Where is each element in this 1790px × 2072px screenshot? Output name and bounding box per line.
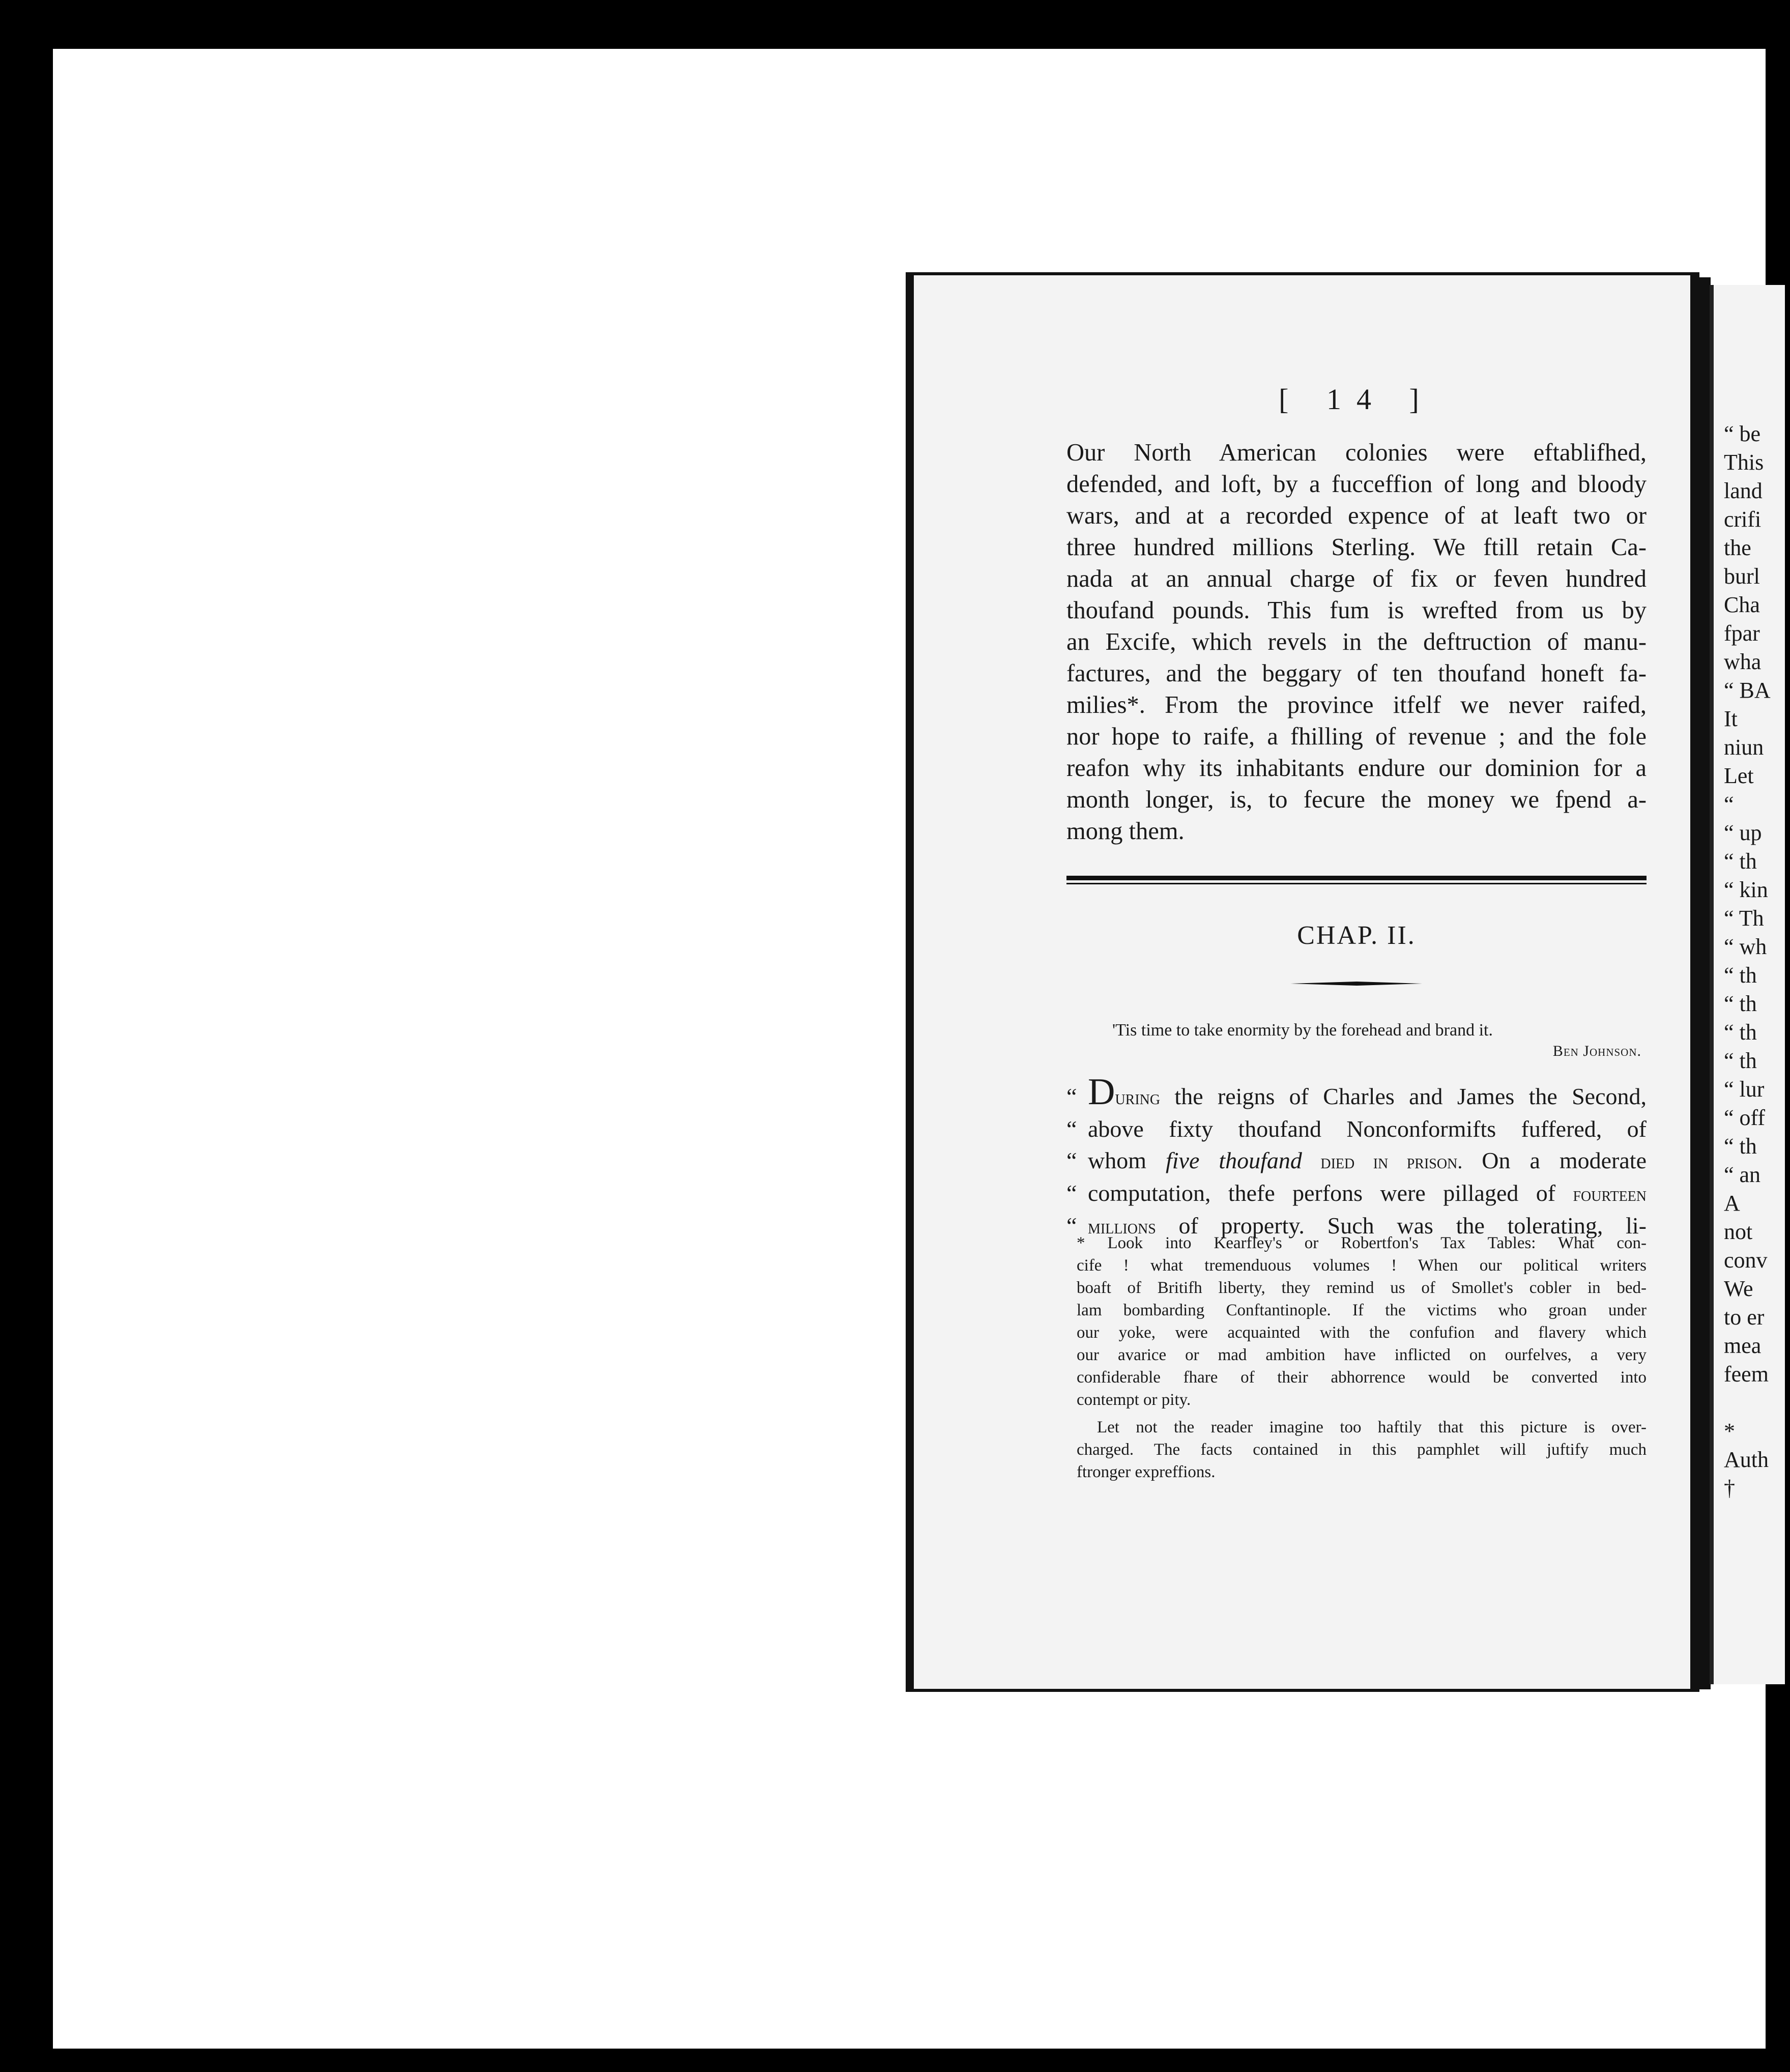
text-run: of property. Such was the tolerating, li-	[1156, 1213, 1647, 1239]
right-page-fragment: wha	[1724, 649, 1762, 674]
quote-line	[1066, 1145, 1647, 1177]
quote-line-text	[1088, 1071, 1647, 1113]
right-page-fragment: burl	[1724, 564, 1760, 589]
right-page-fragment	[1724, 1389, 1790, 1417]
right-page-fragment: niun	[1724, 735, 1764, 760]
footnotes	[1077, 1232, 1647, 1483]
footnote-line: ftronger expreffions.	[1077, 1463, 1216, 1481]
epigraph: 'Tis time to take enormity by the forehead and brand it.	[1112, 1021, 1493, 1040]
small-caps-text: died in prison.	[1302, 1150, 1463, 1173]
right-page-fragment: This	[1724, 450, 1764, 475]
text-line: three hundred millions Sterling. We ftill retain Ca-	[1066, 534, 1647, 561]
text-line: wars, and at a recorded expence of at leaft two or	[1066, 502, 1647, 529]
epigraph-author: Ben Johnson.	[1552, 1043, 1641, 1059]
right-page-fragment: “	[1724, 792, 1734, 817]
quote-line	[1066, 1177, 1647, 1210]
text-line: thoufand pounds. This fum is wrefted from us by	[1066, 597, 1647, 624]
quote-line-text	[1088, 1145, 1647, 1177]
right-page-fragment: “ up	[1724, 820, 1762, 845]
right-page-fragment: “ off	[1724, 1105, 1766, 1130]
right-page-fragment: crifi	[1724, 507, 1762, 532]
quote-line-text	[1088, 1177, 1647, 1210]
right-page-fragment: Auth	[1724, 1447, 1769, 1472]
right-page-fragment: “ lur	[1724, 1077, 1765, 1102]
italic-text: five thoufand	[1165, 1147, 1302, 1173]
ornament-divider	[1290, 982, 1423, 986]
book-gutter	[1693, 277, 1711, 1689]
text-line: nor hope to raife, a fhilling of revenue ; and the fole	[1066, 723, 1647, 750]
footnote-line: charged. The facts contained in this pamphlet will juftify much	[1077, 1441, 1647, 1459]
right-page-fragment: to er	[1724, 1305, 1765, 1330]
text-run: On a moderate	[1462, 1147, 1647, 1173]
quote-mark: “	[1066, 1213, 1077, 1239]
section-rule-thin	[1066, 883, 1647, 884]
right-page-fragment: “ th	[1724, 849, 1757, 874]
text-run: computation, thefe perfons were pillaged of	[1088, 1180, 1573, 1206]
quote-mark: “	[1066, 1180, 1077, 1206]
right-page-fragment: land	[1724, 478, 1763, 503]
quote-line	[1066, 1113, 1647, 1145]
footnote-line: our yoke, were acquainted with the confufion and flavery which	[1077, 1323, 1647, 1342]
right-page-fragment: “ BA	[1724, 678, 1771, 703]
quote-mark: “	[1066, 1116, 1077, 1142]
text-line: an Excife, which revels in the deftruction of manu-	[1066, 628, 1647, 655]
right-page-fragment: “ kin	[1724, 877, 1768, 902]
right-page-fragment: “ th	[1724, 1020, 1757, 1045]
text-line: nada at an annual charge of fix or feven hundred	[1066, 565, 1647, 592]
right-page-fragment: Let	[1724, 763, 1754, 788]
footnote-gap	[1077, 1411, 1647, 1416]
right-page-fragment: fpar	[1724, 621, 1760, 646]
right-page-cropped	[1710, 285, 1785, 1684]
text-run: the reigns of Charles and James the Second,	[1160, 1083, 1647, 1109]
right-page-fragment: “ th	[1724, 1048, 1757, 1073]
quote-mark: “	[1066, 1147, 1077, 1173]
footnote-line: boaft of Britifh liberty, they remind us of Smollet's cobler in bed-	[1077, 1279, 1647, 1297]
right-page-fragment: feem	[1724, 1362, 1769, 1387]
footnote-line: lam bombarding Conftantinople. If the victims who groan under	[1077, 1301, 1647, 1319]
text-line: reafon why its inhabitants endure our dominion for a	[1066, 755, 1647, 782]
text-line: defended, and loft, by a fucceffion of long and bloody	[1066, 471, 1647, 498]
right-page-fragment: mea	[1724, 1333, 1762, 1358]
text-line: month longer, is, to fecure the money we fpend a-	[1066, 786, 1647, 813]
right-page-fragment: “ an	[1724, 1162, 1761, 1187]
text-line: milies*. From the province itfelf we never raifed,	[1066, 692, 1647, 718]
section-rule-thick	[1066, 876, 1647, 880]
right-page-fragment: A	[1724, 1191, 1740, 1216]
quote-line	[1066, 1071, 1647, 1113]
right-page-fragment: “ wh	[1724, 934, 1767, 959]
paragraph-1	[1066, 437, 1647, 847]
paragraph-2	[1066, 1071, 1647, 1243]
right-page-fragment: Cha	[1724, 592, 1760, 617]
right-page-fragment: “ th	[1724, 991, 1757, 1016]
text-line: mong them.	[1066, 818, 1185, 845]
right-page-fragment: “ th	[1724, 1134, 1757, 1159]
footnote-line: Let not the reader imagine too haftily that this picture is over-	[1097, 1418, 1647, 1436]
right-page-fragment: not	[1724, 1219, 1753, 1244]
small-caps-text: millions	[1088, 1215, 1156, 1238]
page-number: [ 14 ]	[1279, 383, 1434, 416]
right-page-fragment: *	[1724, 1419, 1735, 1444]
chapter-heading: CHAP. II.	[1297, 921, 1416, 950]
text-line: factures, and the beggary of ten thoufand honeft fa-	[1066, 660, 1647, 687]
quote-mark: “	[1066, 1083, 1077, 1109]
right-page-fragment: “ Th	[1724, 906, 1764, 931]
right-page-fragment: “ th	[1724, 963, 1757, 988]
text-run: above fixty thoufand Nonconformifts fuffered, of	[1088, 1116, 1647, 1142]
text-run: whom	[1088, 1147, 1166, 1173]
left-page	[906, 272, 1699, 1692]
right-page-text	[1724, 420, 1790, 1503]
right-page-fragment: conv	[1724, 1248, 1768, 1273]
right-page-fragment: It	[1724, 706, 1738, 731]
right-page-fragment: the	[1724, 535, 1751, 560]
footnote-line: our avarice or mad ambition have inflicted on ourfelves, a very	[1077, 1346, 1647, 1364]
small-caps-text: uring	[1115, 1086, 1161, 1109]
text-line: Our North American colonies were eftablifhed,	[1066, 439, 1647, 466]
footnote-line: contempt or pity.	[1077, 1391, 1191, 1409]
small-caps-text: fourteen	[1573, 1183, 1647, 1205]
right-page-fragment: “ be	[1724, 421, 1761, 446]
footnote-line: cife ! what tremenduous volumes ! When our political writers	[1077, 1256, 1647, 1275]
footnote-line: * Look into Kearfley's or Robertfon's Tax Tables: What con-	[1077, 1234, 1647, 1252]
right-page-fragment: We	[1724, 1276, 1753, 1301]
footnote-line: confiderable fhare of their abhorrence would be converted into	[1077, 1368, 1647, 1387]
drop-cap: D	[1088, 1071, 1115, 1113]
right-page-fragment: †	[1724, 1476, 1735, 1501]
